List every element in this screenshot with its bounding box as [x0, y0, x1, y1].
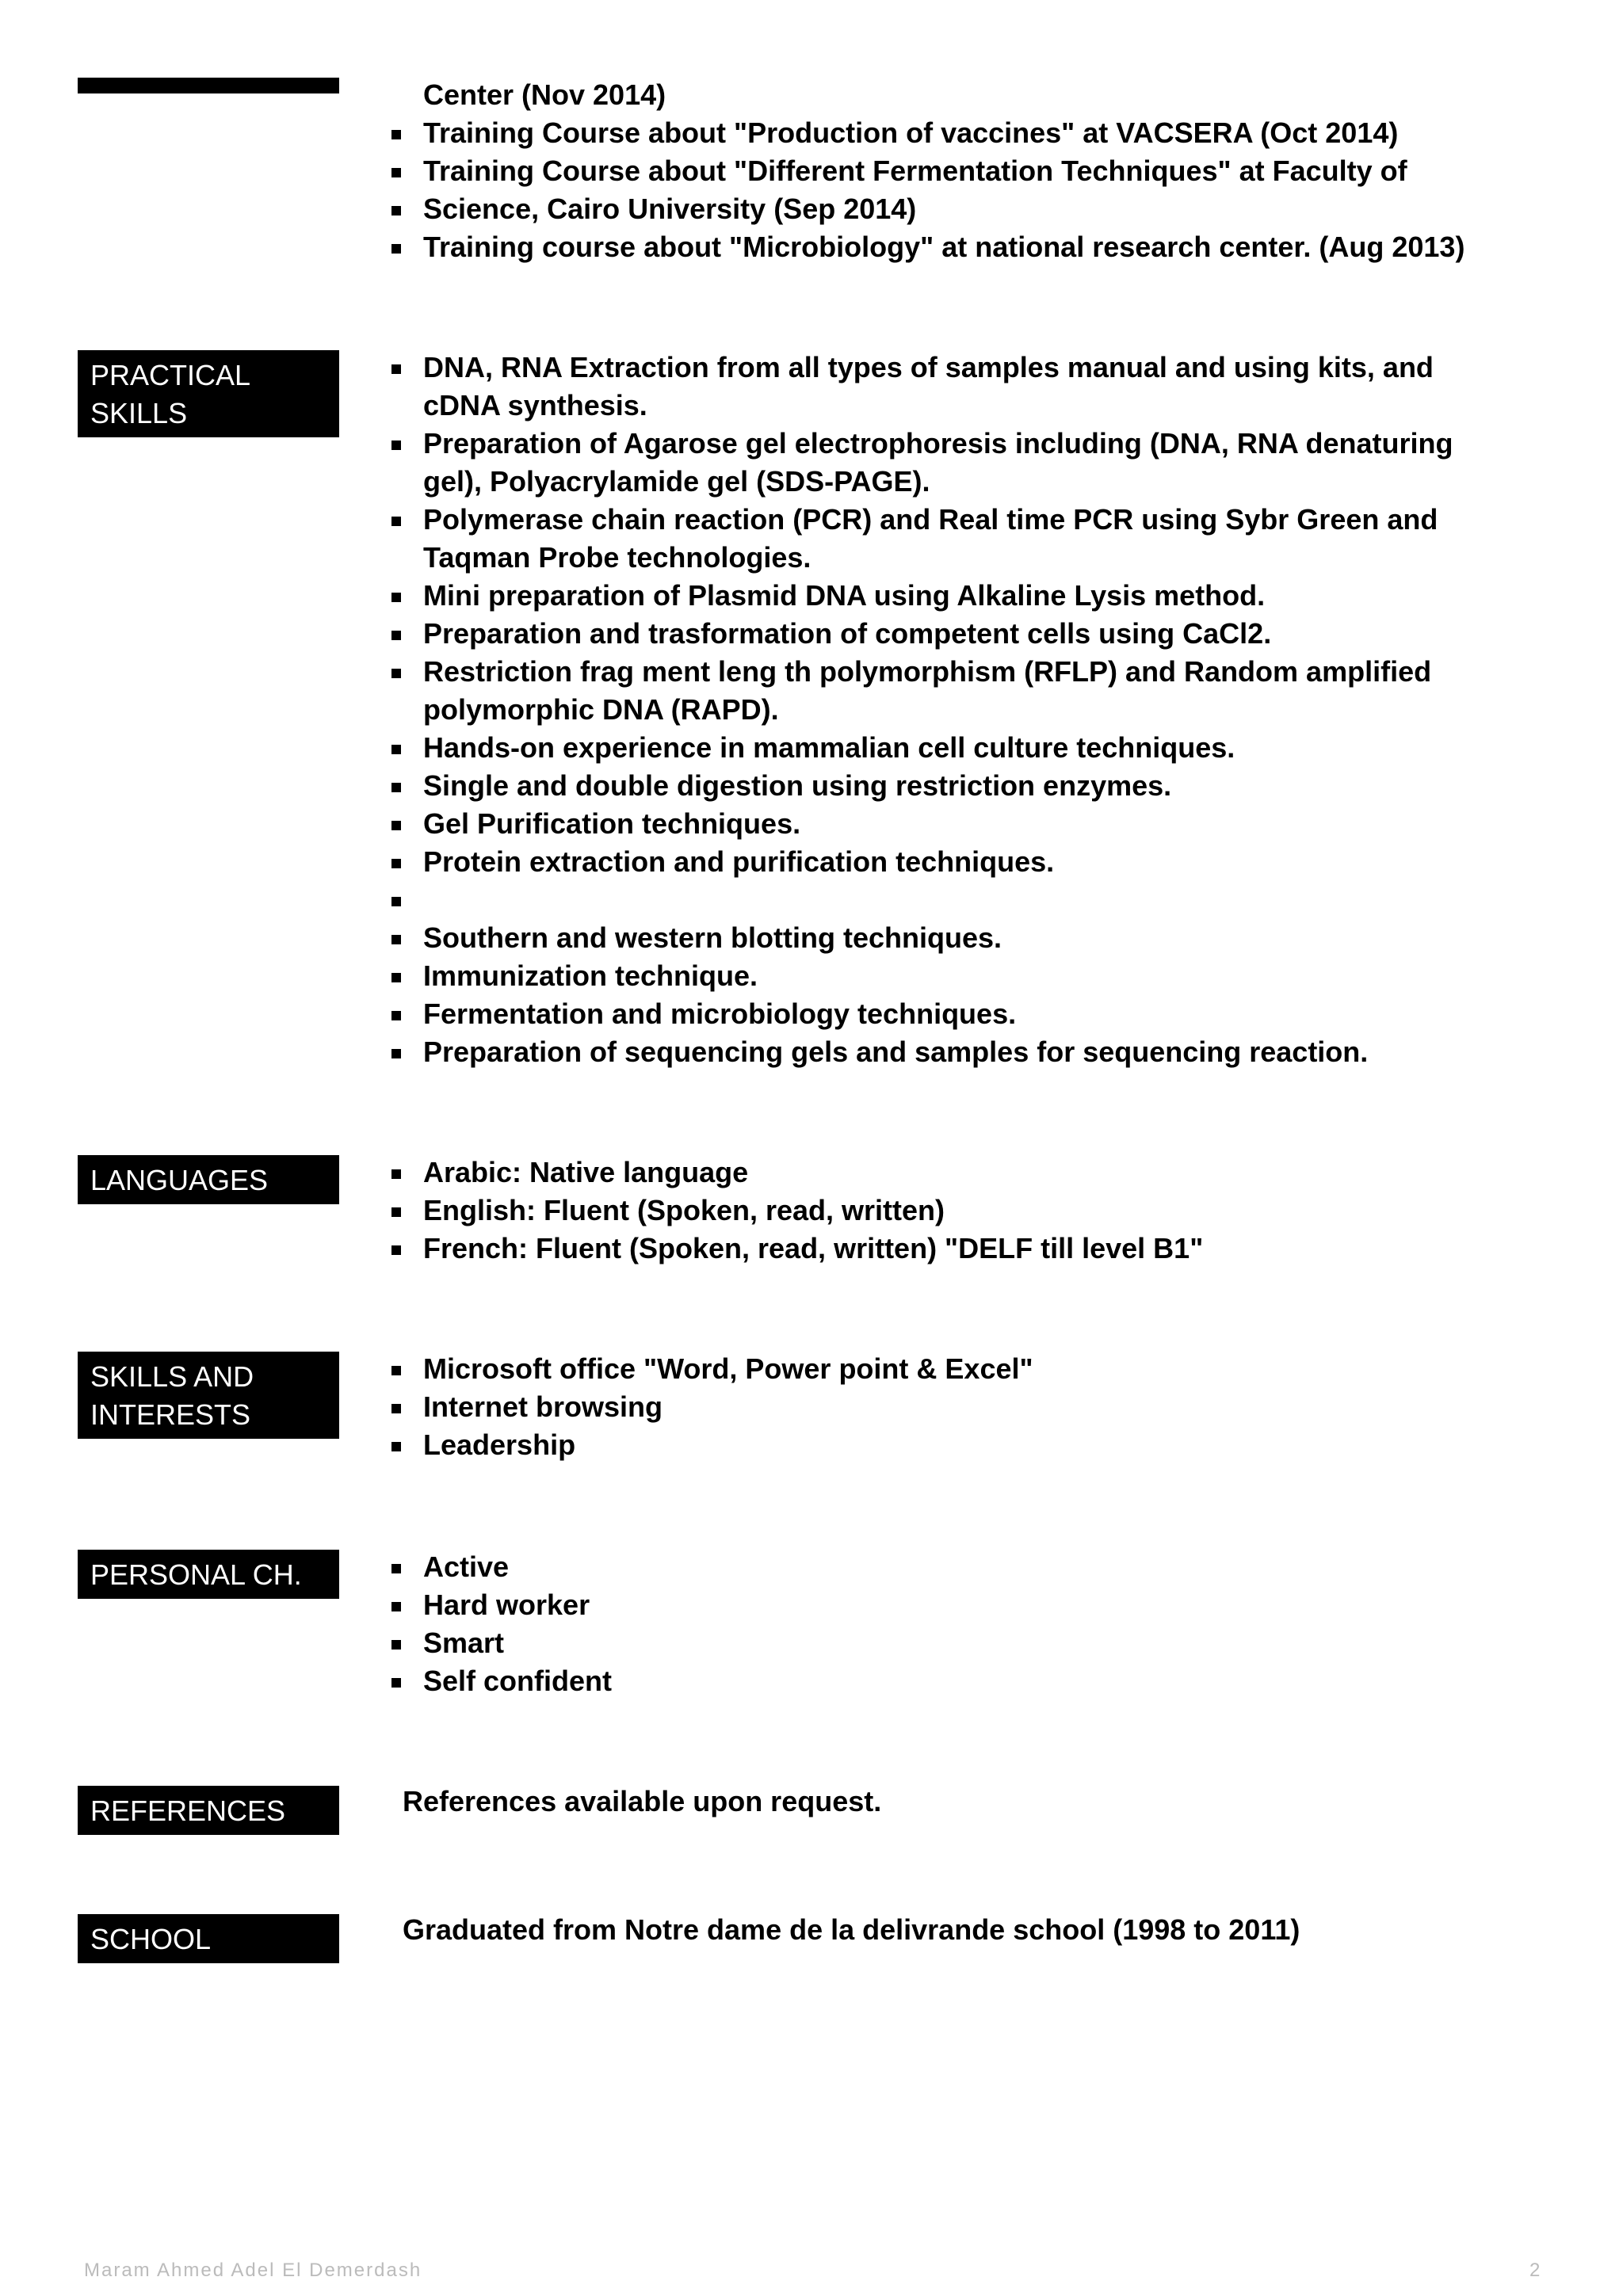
label-line: SCHOOL — [90, 1923, 212, 1955]
list-item-text: Science, Cairo University (Sep 2014) — [423, 193, 917, 225]
list-item-text: DNA, RNA Extraction from all types of samples manual and using kits, and — [423, 351, 1434, 383]
square-bullet-icon — [391, 1442, 401, 1451]
square-bullet-icon — [391, 973, 401, 982]
list-item — [388, 1426, 1033, 1464]
list-item — [388, 805, 1453, 843]
list-item-text: Fermentation and microbiology techniques. — [423, 997, 1017, 1030]
square-bullet-icon — [391, 130, 401, 139]
list-item-text: Hard worker — [423, 1589, 590, 1621]
list-item — [388, 615, 1453, 653]
list-item-text: gel), Polyacrylamide gel (SDS-PAGE). — [423, 465, 930, 498]
square-bullet-icon — [391, 206, 401, 215]
list-item-text: Polymerase chain reaction (PCR) and Real time PCR using Sybr Green and — [423, 503, 1438, 536]
list-item — [388, 114, 1465, 152]
list-item-continuation — [388, 387, 1453, 425]
list-item-text: Restriction frag ment leng th polymorphism (RFLP) and Random amplified — [423, 655, 1432, 688]
list-item-text: Microsoft office "Word, Power point & Excel" — [423, 1352, 1033, 1385]
label-line: REFERENCES — [90, 1794, 286, 1827]
square-bullet-icon — [391, 1245, 401, 1255]
square-bullet-icon — [391, 783, 401, 792]
languages-label — [78, 1155, 339, 1204]
square-bullet-icon — [391, 1207, 401, 1217]
skills-interests-label — [78, 1352, 339, 1439]
list-item — [388, 1230, 1203, 1268]
references-text: References available upon request. — [403, 1785, 882, 1817]
square-bullet-icon — [391, 244, 401, 254]
list-item-text: Arabic: Native language — [423, 1156, 749, 1188]
list-item-text: cDNA synthesis. — [423, 389, 647, 421]
list-item — [388, 425, 1453, 463]
list-item-text: Active — [423, 1550, 510, 1583]
square-bullet-icon — [391, 1404, 401, 1413]
list-item-text: French: Fluent (Spoken, read, written) "DELF till level B1" — [423, 1232, 1204, 1264]
list-item-text: Preparation of sequencing gels and samples for sequencing reaction. — [423, 1035, 1369, 1068]
list-item — [388, 152, 1465, 190]
square-bullet-icon — [391, 1169, 401, 1179]
label-line: PRACTICAL — [90, 359, 251, 391]
list-item-text: Training course about "Microbiology" at national research center. (Aug 2013) — [423, 231, 1465, 263]
square-bullet-icon — [391, 1564, 401, 1573]
references-label — [78, 1786, 339, 1835]
square-bullet-icon — [391, 859, 401, 868]
list-item-text: Gel Purification techniques. — [423, 807, 801, 840]
list-item — [388, 653, 1453, 691]
list-item-text: Training Course about "Different Fermentation Techniques" at Faculty of — [423, 154, 1407, 187]
list-item-text: Preparation and trasformation of competent cells using CaCl2. — [423, 617, 1272, 650]
list-item — [388, 1154, 1203, 1192]
square-bullet-icon — [391, 745, 401, 754]
list-item — [388, 1662, 612, 1700]
square-bullet-icon — [391, 897, 401, 906]
list-item-text: Mini preparation of Plasmid DNA using Alkaline Lysis method. — [423, 579, 1266, 612]
practical-skills-list — [388, 349, 1453, 1071]
list-item-text: Taqman Probe technologies. — [423, 541, 812, 574]
list-item-text: Immunization technique. — [423, 959, 758, 992]
list-item-text: Center (Nov 2014) — [423, 78, 666, 111]
list-item-text: Protein extraction and purification techniques. — [423, 845, 1055, 878]
list-item — [388, 1033, 1453, 1071]
square-bullet-icon — [391, 631, 401, 640]
square-bullet-icon — [391, 517, 401, 526]
list-item — [388, 1586, 612, 1624]
school-label — [78, 1914, 339, 1963]
list-item — [388, 228, 1465, 266]
list-item-text: Single and double digestion using restriction enzymes. — [423, 769, 1172, 802]
list-item — [388, 501, 1453, 539]
list-item-continuation — [388, 76, 1465, 114]
square-bullet-icon — [391, 669, 401, 678]
square-bullet-icon — [391, 1602, 401, 1611]
list-item — [388, 1548, 612, 1586]
list-item — [388, 1624, 612, 1662]
square-bullet-icon — [391, 593, 401, 602]
label-line: SKILLS — [90, 397, 188, 429]
list-item — [388, 1388, 1033, 1426]
list-item-text: English: Fluent (Spoken, read, written) — [423, 1194, 945, 1226]
list-item-text: Internet browsing — [423, 1390, 663, 1423]
square-bullet-icon — [391, 168, 401, 177]
list-item-text: Southern and western blotting techniques. — [423, 921, 1002, 954]
list-item-continuation — [388, 691, 1453, 729]
list-item-text: Smart — [423, 1627, 505, 1659]
personal-ch-list — [388, 1548, 612, 1700]
section-header-bar — [78, 78, 339, 93]
footer-page-number: 2 — [1529, 2260, 1541, 2281]
square-bullet-icon — [391, 364, 401, 374]
square-bullet-icon — [391, 935, 401, 944]
personal-ch-label — [78, 1550, 339, 1599]
list-item — [388, 190, 1465, 228]
list-item-text: polymorphic DNA (RAPD). — [423, 693, 779, 726]
practical-skills-label — [78, 350, 339, 437]
square-bullet-icon — [391, 1366, 401, 1375]
list-item-text: Hands-on experience in mammalian cell culture techniques. — [423, 731, 1235, 764]
list-item — [388, 729, 1453, 767]
list-item-continuation — [388, 463, 1453, 501]
list-item — [388, 843, 1453, 881]
list-item — [388, 957, 1453, 995]
square-bullet-icon — [391, 1049, 401, 1058]
list-item — [388, 919, 1453, 957]
list-item — [388, 881, 1453, 919]
footer-author-name: Maram Ahmed Adel El Demerdash — [84, 2260, 422, 2281]
skills-interests-list — [388, 1350, 1033, 1464]
label-line: INTERESTS — [90, 1398, 251, 1431]
square-bullet-icon — [391, 821, 401, 830]
list-item — [388, 995, 1453, 1033]
list-item — [388, 1192, 1203, 1230]
square-bullet-icon — [391, 1678, 401, 1688]
label-line: SKILLS AND — [90, 1360, 254, 1393]
label-line: LANGUAGES — [90, 1164, 269, 1196]
school-text: Graduated from Notre dame de la delivrande school (1998 to 2011) — [403, 1913, 1300, 1946]
list-item-text: Preparation of Agarose gel electrophoresis including (DNA, RNA denaturing — [423, 427, 1453, 460]
list-item-text: Training Course about "Production of vaccines" at VACSERA (Oct 2014) — [423, 116, 1399, 149]
list-item — [388, 767, 1453, 805]
languages-list — [388, 1154, 1203, 1268]
square-bullet-icon — [391, 1011, 401, 1020]
training-list — [388, 76, 1465, 266]
list-item — [388, 577, 1453, 615]
list-item-text: Self confident — [423, 1665, 613, 1697]
square-bullet-icon — [391, 1640, 401, 1650]
list-item-text: Leadership — [423, 1428, 576, 1461]
square-bullet-icon — [391, 441, 401, 450]
list-item — [388, 1350, 1033, 1388]
list-item — [388, 349, 1453, 387]
list-item-continuation — [388, 539, 1453, 577]
label-line: PERSONAL CH. — [90, 1558, 302, 1591]
